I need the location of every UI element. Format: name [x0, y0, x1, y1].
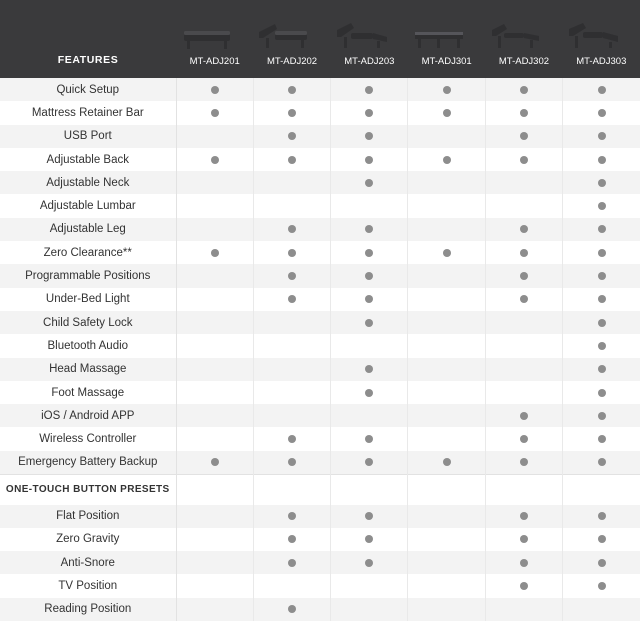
section-title: ONE-TOUCH BUTTON PRESETS — [0, 474, 176, 505]
table-row — [0, 148, 640, 171]
feature-availability-cell — [331, 358, 408, 381]
section-blank-cell — [253, 474, 330, 505]
table-row — [0, 101, 640, 124]
available-dot-icon — [520, 156, 528, 164]
feature-label: Adjustable Lumbar — [0, 194, 176, 217]
table-header — [0, 0, 640, 78]
model-label: MT-ADJ203 — [344, 56, 395, 67]
available-dot-icon — [288, 435, 296, 443]
feature-availability-cell — [408, 264, 485, 287]
table-row — [0, 358, 640, 381]
model-label: MT-ADJ201 — [189, 56, 240, 67]
feature-availability-cell — [485, 125, 562, 148]
feature-availability-cell — [563, 334, 640, 357]
feature-label: Adjustable Neck — [0, 171, 176, 194]
table-row — [0, 551, 640, 574]
available-dot-icon — [598, 512, 606, 520]
adjustable-bed-raised-head-foot-icon — [331, 12, 408, 56]
available-dot-icon — [520, 225, 528, 233]
feature-availability-cell — [408, 148, 485, 171]
feature-availability-cell — [176, 125, 253, 148]
feature-availability-cell — [485, 381, 562, 404]
feature-availability-cell — [408, 288, 485, 311]
section-blank-cell — [563, 474, 640, 505]
available-dot-icon — [598, 179, 606, 187]
feature-availability-cell — [176, 528, 253, 551]
adjustable-bed-zero-g-icon — [485, 12, 562, 56]
feature-availability-cell — [176, 194, 253, 217]
feature-label: Programmable Positions — [0, 264, 176, 287]
feature-availability-cell — [408, 241, 485, 264]
feature-availability-cell — [485, 427, 562, 450]
available-dot-icon — [598, 132, 606, 140]
feature-availability-cell — [563, 171, 640, 194]
feature-availability-cell — [176, 241, 253, 264]
available-dot-icon — [288, 605, 296, 613]
feature-availability-cell — [563, 451, 640, 474]
feature-availability-cell — [563, 78, 640, 101]
feature-availability-cell — [408, 171, 485, 194]
feature-availability-cell — [331, 264, 408, 287]
feature-availability-cell — [176, 451, 253, 474]
available-dot-icon — [598, 535, 606, 543]
feature-availability-cell — [253, 264, 330, 287]
product-column-header-3 — [331, 0, 408, 78]
available-dot-icon — [288, 225, 296, 233]
table-row — [0, 241, 640, 264]
adjustable-bed-raised-head-icon — [253, 12, 330, 56]
table-row — [0, 528, 640, 551]
feature-availability-cell — [408, 427, 485, 450]
table-row — [0, 598, 640, 621]
feature-availability-cell — [408, 598, 485, 621]
feature-availability-cell — [408, 125, 485, 148]
available-dot-icon — [520, 512, 528, 520]
feature-availability-cell — [563, 598, 640, 621]
feature-availability-cell — [485, 598, 562, 621]
available-dot-icon — [598, 412, 606, 420]
available-dot-icon — [288, 458, 296, 466]
feature-availability-cell — [331, 148, 408, 171]
available-dot-icon — [520, 535, 528, 543]
available-dot-icon — [598, 365, 606, 373]
feature-label: Bluetooth Audio — [0, 334, 176, 357]
feature-availability-cell — [485, 194, 562, 217]
available-dot-icon — [288, 86, 296, 94]
feature-availability-cell — [485, 334, 562, 357]
feature-availability-cell — [176, 358, 253, 381]
available-dot-icon — [365, 249, 373, 257]
feature-availability-cell — [253, 358, 330, 381]
available-dot-icon — [520, 109, 528, 117]
feature-availability-cell — [253, 148, 330, 171]
available-dot-icon — [520, 559, 528, 567]
feature-availability-cell — [485, 311, 562, 334]
feature-availability-cell — [331, 194, 408, 217]
feature-label: Zero Gravity — [0, 528, 176, 551]
available-dot-icon — [211, 458, 219, 466]
available-dot-icon — [598, 389, 606, 397]
section-blank-cell — [485, 474, 562, 505]
feature-availability-cell — [408, 311, 485, 334]
available-dot-icon — [443, 109, 451, 117]
available-dot-icon — [365, 272, 373, 280]
feature-availability-cell — [253, 288, 330, 311]
header-row — [0, 0, 640, 78]
feature-availability-cell — [331, 381, 408, 404]
feature-availability-cell — [331, 101, 408, 124]
available-dot-icon — [598, 559, 606, 567]
feature-availability-cell — [408, 334, 485, 357]
table-row — [0, 125, 640, 148]
feature-availability-cell — [253, 311, 330, 334]
feature-availability-cell — [408, 101, 485, 124]
table-row — [0, 451, 640, 474]
section-blank-cell — [176, 474, 253, 505]
product-column-header-1 — [176, 0, 253, 78]
feature-availability-cell — [563, 505, 640, 528]
feature-availability-cell — [253, 194, 330, 217]
available-dot-icon — [520, 412, 528, 420]
feature-availability-cell — [176, 598, 253, 621]
feature-availability-cell — [176, 311, 253, 334]
feature-availability-cell — [563, 101, 640, 124]
available-dot-icon — [288, 249, 296, 257]
features-column-header: FEATURES — [0, 0, 176, 78]
feature-availability-cell — [331, 78, 408, 101]
feature-availability-cell — [485, 574, 562, 597]
feature-availability-cell — [253, 171, 330, 194]
product-column-header-4 — [408, 0, 485, 78]
feature-availability-cell — [408, 528, 485, 551]
feature-availability-cell — [331, 288, 408, 311]
feature-label: TV Position — [0, 574, 176, 597]
available-dot-icon — [365, 365, 373, 373]
feature-availability-cell — [563, 125, 640, 148]
available-dot-icon — [520, 132, 528, 140]
table-body — [0, 78, 640, 621]
available-dot-icon — [443, 156, 451, 164]
feature-availability-cell — [253, 125, 330, 148]
feature-availability-cell — [176, 427, 253, 450]
feature-availability-cell — [253, 528, 330, 551]
feature-availability-cell — [331, 125, 408, 148]
feature-availability-cell — [331, 598, 408, 621]
product-column-header-5 — [485, 0, 562, 78]
section-header-row — [0, 474, 640, 505]
feature-availability-cell — [408, 574, 485, 597]
feature-availability-cell — [176, 171, 253, 194]
feature-availability-cell — [408, 78, 485, 101]
feature-availability-cell — [408, 551, 485, 574]
feature-availability-cell — [563, 241, 640, 264]
feature-availability-cell — [331, 574, 408, 597]
feature-availability-cell — [408, 404, 485, 427]
feature-availability-cell — [408, 381, 485, 404]
available-dot-icon — [520, 272, 528, 280]
available-dot-icon — [211, 156, 219, 164]
feature-availability-cell — [253, 404, 330, 427]
table-row — [0, 574, 640, 597]
feature-availability-cell — [331, 241, 408, 264]
model-label: MT-ADJ302 — [498, 56, 550, 67]
feature-label: Child Safety Lock — [0, 311, 176, 334]
feature-availability-cell — [331, 311, 408, 334]
feature-availability-cell — [176, 381, 253, 404]
available-dot-icon — [211, 249, 219, 257]
available-dot-icon — [365, 512, 373, 520]
feature-label: Under-Bed Light — [0, 288, 176, 311]
model-label: MT-ADJ202 — [266, 56, 318, 67]
feature-availability-cell — [485, 551, 562, 574]
feature-label: Adjustable Leg — [0, 218, 176, 241]
feature-availability-cell — [563, 381, 640, 404]
available-dot-icon — [288, 156, 296, 164]
feature-availability-cell — [253, 427, 330, 450]
available-dot-icon — [365, 295, 373, 303]
feature-availability-cell — [176, 551, 253, 574]
available-dot-icon — [598, 249, 606, 257]
feature-label: Head Massage — [0, 358, 176, 381]
feature-availability-cell — [563, 194, 640, 217]
feature-availability-cell — [563, 358, 640, 381]
table-row — [0, 427, 640, 450]
feature-availability-cell — [563, 574, 640, 597]
table-row — [0, 381, 640, 404]
feature-label: Emergency Battery Backup — [0, 451, 176, 474]
section-blank-cell — [331, 474, 408, 505]
available-dot-icon — [211, 109, 219, 117]
feature-availability-cell — [485, 505, 562, 528]
table-row — [0, 404, 640, 427]
model-label: MT-ADJ303 — [576, 56, 627, 67]
feature-availability-cell — [253, 101, 330, 124]
feature-availability-cell — [253, 78, 330, 101]
available-dot-icon — [443, 249, 451, 257]
feature-availability-cell — [485, 241, 562, 264]
feature-availability-cell — [176, 404, 253, 427]
available-dot-icon — [288, 132, 296, 140]
feature-availability-cell — [485, 101, 562, 124]
feature-label: Zero Clearance** — [0, 241, 176, 264]
feature-availability-cell — [485, 148, 562, 171]
feature-availability-cell — [253, 551, 330, 574]
feature-label: Adjustable Back — [0, 148, 176, 171]
feature-label: Wireless Controller — [0, 427, 176, 450]
feature-availability-cell — [563, 218, 640, 241]
available-dot-icon — [598, 272, 606, 280]
available-dot-icon — [365, 535, 373, 543]
available-dot-icon — [365, 435, 373, 443]
available-dot-icon — [520, 86, 528, 94]
available-dot-icon — [365, 132, 373, 140]
available-dot-icon — [211, 86, 219, 94]
table-row — [0, 311, 640, 334]
feature-availability-cell — [563, 148, 640, 171]
available-dot-icon — [288, 512, 296, 520]
table-row — [0, 288, 640, 311]
feature-label: Mattress Retainer Bar — [0, 101, 176, 124]
feature-label: Quick Setup — [0, 78, 176, 101]
feature-availability-cell — [563, 404, 640, 427]
table-row — [0, 505, 640, 528]
available-dot-icon — [598, 202, 606, 210]
adjustable-bed-premium-icon — [563, 12, 640, 56]
table-row — [0, 264, 640, 287]
adjustable-bed-flat-icon — [176, 12, 253, 56]
feature-availability-cell — [253, 241, 330, 264]
available-dot-icon — [365, 319, 373, 327]
available-dot-icon — [365, 156, 373, 164]
feature-availability-cell — [485, 528, 562, 551]
available-dot-icon — [598, 156, 606, 164]
available-dot-icon — [365, 458, 373, 466]
feature-availability-cell — [563, 311, 640, 334]
feature-availability-cell — [563, 427, 640, 450]
available-dot-icon — [365, 559, 373, 567]
feature-availability-cell — [331, 528, 408, 551]
feature-availability-cell — [253, 381, 330, 404]
available-dot-icon — [520, 295, 528, 303]
feature-availability-cell — [176, 505, 253, 528]
available-dot-icon — [288, 295, 296, 303]
feature-label: Foot Massage — [0, 381, 176, 404]
feature-label: iOS / Android APP — [0, 404, 176, 427]
available-dot-icon — [288, 535, 296, 543]
available-dot-icon — [598, 295, 606, 303]
table-row — [0, 218, 640, 241]
available-dot-icon — [520, 249, 528, 257]
feature-availability-cell — [563, 551, 640, 574]
feature-label: USB Port — [0, 125, 176, 148]
table-row — [0, 171, 640, 194]
available-dot-icon — [598, 342, 606, 350]
feature-availability-cell — [408, 451, 485, 474]
feature-label: Flat Position — [0, 505, 176, 528]
feature-availability-cell — [176, 78, 253, 101]
feature-availability-cell — [331, 334, 408, 357]
available-dot-icon — [365, 389, 373, 397]
feature-availability-cell — [485, 78, 562, 101]
feature-label: Reading Position — [0, 598, 176, 621]
feature-availability-cell — [253, 505, 330, 528]
feature-availability-cell — [176, 218, 253, 241]
feature-availability-cell — [176, 148, 253, 171]
feature-availability-cell — [563, 528, 640, 551]
feature-availability-cell — [176, 574, 253, 597]
product-column-header-2 — [253, 0, 330, 78]
feature-availability-cell — [176, 101, 253, 124]
feature-availability-cell — [331, 505, 408, 528]
available-dot-icon — [288, 272, 296, 280]
available-dot-icon — [598, 109, 606, 117]
feature-availability-cell — [485, 171, 562, 194]
available-dot-icon — [520, 458, 528, 466]
feature-availability-cell — [331, 551, 408, 574]
feature-availability-cell — [331, 171, 408, 194]
feature-availability-cell — [253, 598, 330, 621]
product-column-header-6 — [563, 0, 640, 78]
feature-availability-cell — [408, 505, 485, 528]
feature-availability-cell — [331, 218, 408, 241]
feature-availability-cell — [563, 288, 640, 311]
feature-availability-cell — [485, 218, 562, 241]
table-row — [0, 194, 640, 217]
feature-availability-cell — [485, 358, 562, 381]
available-dot-icon — [598, 319, 606, 327]
feature-availability-cell — [253, 451, 330, 474]
available-dot-icon — [288, 559, 296, 567]
feature-availability-cell — [253, 574, 330, 597]
available-dot-icon — [598, 225, 606, 233]
available-dot-icon — [598, 582, 606, 590]
available-dot-icon — [598, 435, 606, 443]
available-dot-icon — [365, 86, 373, 94]
available-dot-icon — [365, 109, 373, 117]
feature-availability-cell — [331, 427, 408, 450]
feature-availability-cell — [176, 264, 253, 287]
feature-availability-cell — [176, 288, 253, 311]
feature-availability-cell — [485, 288, 562, 311]
available-dot-icon — [288, 109, 296, 117]
available-dot-icon — [598, 458, 606, 466]
feature-availability-cell — [331, 404, 408, 427]
available-dot-icon — [365, 179, 373, 187]
feature-label: Anti-Snore — [0, 551, 176, 574]
section-blank-cell — [408, 474, 485, 505]
table-row — [0, 78, 640, 101]
feature-availability-cell — [408, 194, 485, 217]
available-dot-icon — [520, 582, 528, 590]
feature-availability-cell — [485, 404, 562, 427]
adjustable-bed-frame-icon — [408, 12, 485, 56]
feature-availability-cell — [331, 451, 408, 474]
feature-availability-cell — [563, 264, 640, 287]
model-label: MT-ADJ301 — [421, 56, 472, 67]
feature-availability-cell — [253, 218, 330, 241]
available-dot-icon — [443, 86, 451, 94]
feature-availability-cell — [485, 451, 562, 474]
feature-availability-cell — [485, 264, 562, 287]
feature-availability-cell — [176, 334, 253, 357]
available-dot-icon — [365, 225, 373, 233]
available-dot-icon — [443, 458, 451, 466]
available-dot-icon — [520, 435, 528, 443]
feature-availability-cell — [253, 334, 330, 357]
feature-availability-cell — [408, 358, 485, 381]
feature-availability-cell — [408, 218, 485, 241]
available-dot-icon — [598, 86, 606, 94]
table-row — [0, 334, 640, 357]
